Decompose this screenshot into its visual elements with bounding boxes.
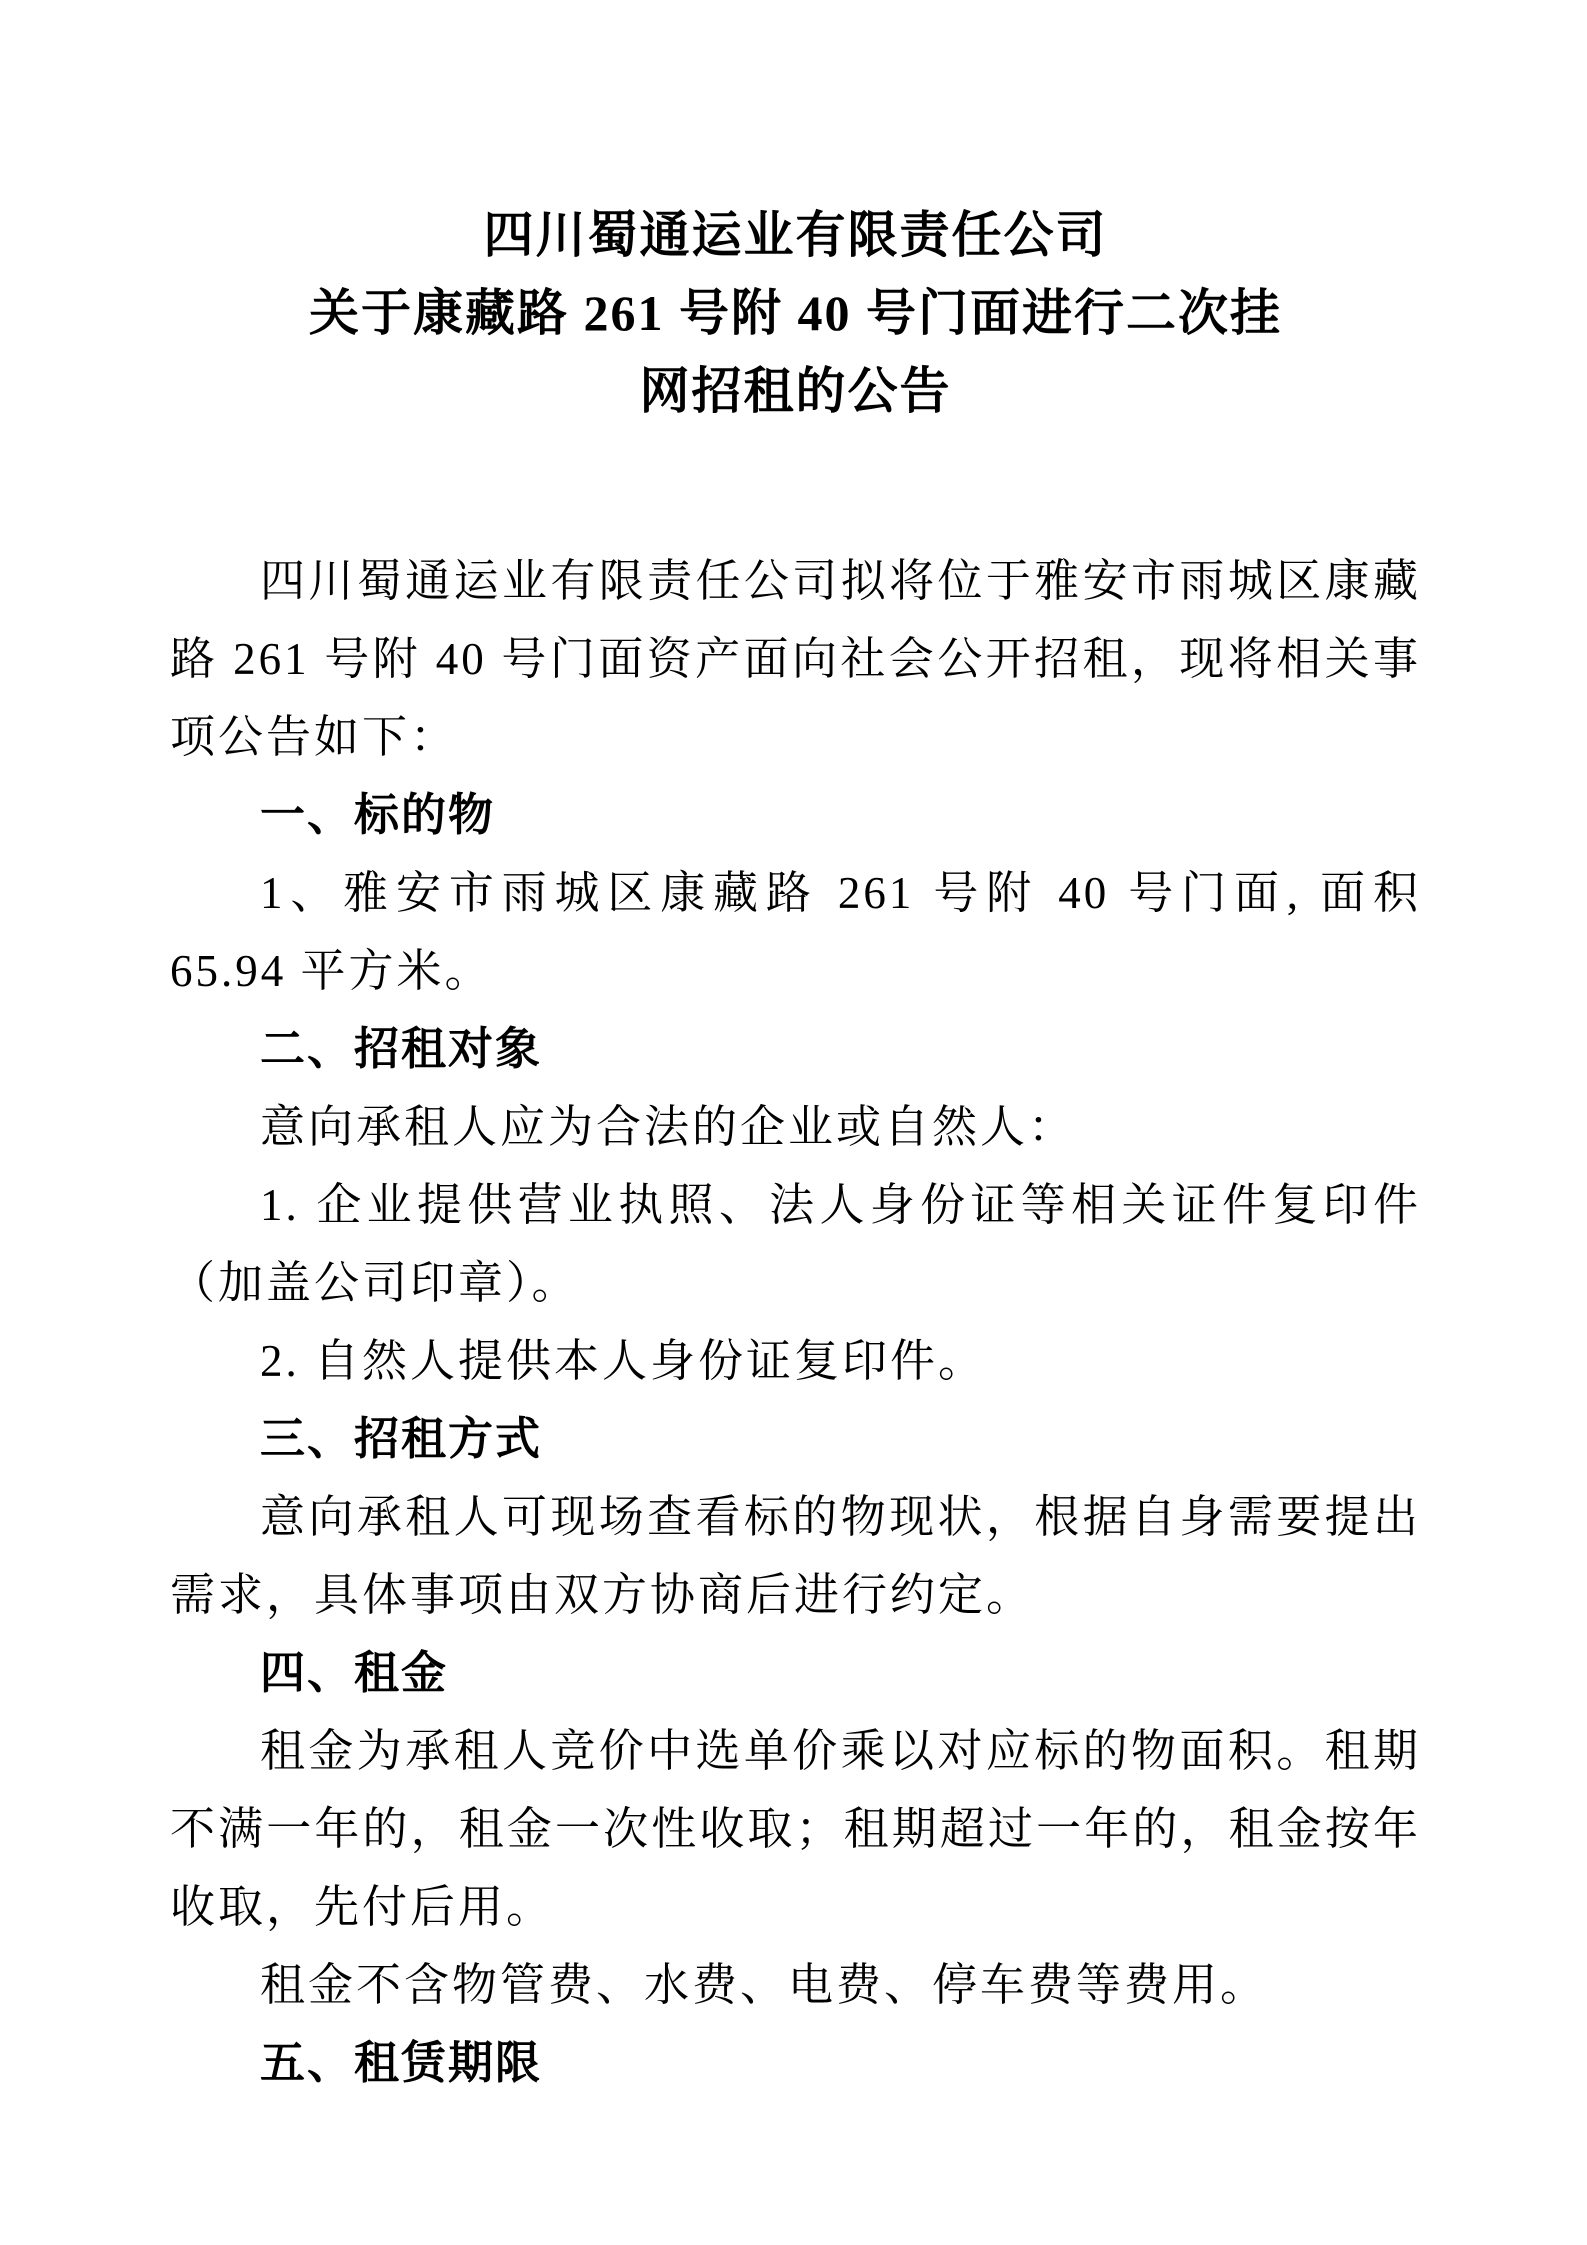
body-paragraph-method: 意向承租人可现场查看标的物现状，根据自身需要提出需求，具体事项由双方协商后进行约定。 <box>170 1492 1421 1620</box>
body-paragraph-intro: 四川蜀通运业有限责任公司拟将位于雅安市雨城区康藏路 261 号附 40 号门面资产面向社会公开招租，现将相关事项公告如下： <box>170 556 1421 762</box>
body-paragraph-target-intro: 意向承租人应为合法的企业或自然人： <box>260 1102 1077 1152</box>
document-title-line-1: 四川蜀通运业有限责任公司 <box>483 207 1108 263</box>
body-paragraph-target-item-2: 2. 自然人提供本人身份证复印件。 <box>260 1336 987 1386</box>
document-title-line-3: 网招租的公告 <box>639 363 952 419</box>
body-paragraph-subject: 1、雅安市雨城区康藏路 261 号附 40 号门面, 面积 65.94 平方米。 <box>170 868 1421 996</box>
section-heading-2: 二、招租对象 <box>260 1023 543 1074</box>
section-heading-3: 三、招租方式 <box>260 1413 543 1464</box>
body-paragraph-rent-terms: 租金为承租人竞价中选单价乘以对应标的物面积。租期不满一年的，租金一次性收取；租期超过一年的，租金按年收取，先付后用。 <box>170 1726 1421 1932</box>
body-paragraph-rent-excludes: 租金不含物管费、水费、电费、停车费等费用。 <box>260 1960 1269 2010</box>
body-paragraph-target-item-1: 1. 企业提供营业执照、法人身份证等相关证件复印件（加盖公司印章）。 <box>170 1180 1421 1308</box>
document-title-line-2: 关于康藏路 261 号附 40 号门面进行二次挂 <box>309 285 1282 341</box>
section-heading-1: 一、标的物 <box>260 789 496 840</box>
section-heading-5: 五、租赁期限 <box>260 2037 543 2088</box>
section-heading-4: 四、租金 <box>260 1647 449 1698</box>
document-title <box>170 196 1421 430</box>
